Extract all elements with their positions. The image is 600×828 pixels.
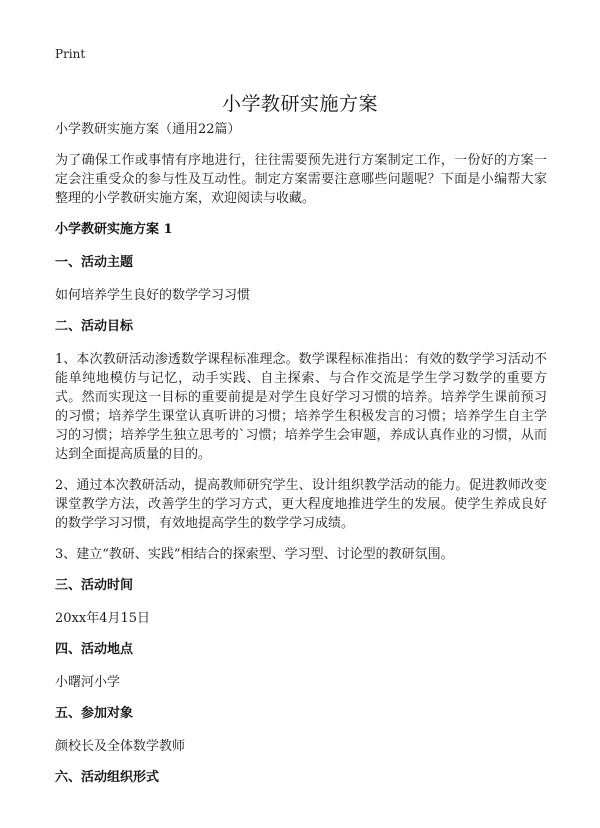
time-text: 20xx年4月15日 bbox=[55, 611, 151, 626]
intro-paragraph: 为了确保工作或事情有序地进行，往往需要预先进行方案制定工作，一份好的方案一定会注重受众的参与性及互动性。制定方案需要注意哪些问题呢？下面是小编帮大家整理的小学教研实施方案，欢迎阅读与收藏。 bbox=[55, 153, 547, 206]
section-heading-place: 四、活动地点 bbox=[55, 642, 134, 657]
theme-text: 如何培养学生良好的数学学习习惯 bbox=[55, 288, 251, 303]
print-label[interactable]: Print bbox=[55, 47, 86, 61]
place-text: 小曙河小学 bbox=[55, 675, 121, 690]
plan-heading: 小学教研实施方案 1 bbox=[55, 222, 173, 237]
section-heading-form: 六、活动组织形式 bbox=[55, 770, 160, 785]
document-title: 小学教研实施方案 bbox=[221, 92, 378, 115]
section-heading-goals: 二、活动目标 bbox=[55, 319, 134, 334]
document-body bbox=[55, 120, 547, 801]
goal-paragraph-3: 3、建立“教研、实践”相结合的探索型、学习型、讨论型的教研氛围。 bbox=[55, 547, 454, 562]
goal-paragraph-2: 2、通过本次教研活动，提高教师研究学生、设计组织教学活动的能力。促进教师改变课堂教学方法，改善学生的学习方式，更大程度地推进学生的发展。使学生养成良好的数学学习习惯，有效地提高学生的数学学习成绩。 bbox=[55, 478, 547, 531]
section-heading-theme: 一、活动主题 bbox=[55, 255, 134, 270]
section-heading-time: 三、活动时间 bbox=[55, 578, 134, 593]
participants-text: 颜校长及全体数学教师 bbox=[55, 739, 186, 754]
document-subtitle: 小学教研实施方案（通用22篇） bbox=[55, 122, 241, 137]
section-heading-participants: 五、参加对象 bbox=[55, 706, 134, 721]
goal-paragraph-1: 1、本次教研活动渗透数学课程标准理念。数学课程标准指出：有效的数学学习活动不能单纯地模仿与记忆，动手实践、自主探索、与合作交流是学生学习数学的重要方式。然而实现这一目标的重要前提是对学生良好学习习惯的培养。培养学生课前预习的习惯；培养学生课堂认真听讲的习惯；培养学生积极发言的习惯；培养学生自主学习的习惯；培养学生独立思考的`习惯；培养学生会审题，养成认真作业的习惯，从而达到全面提高质量的目的。 bbox=[55, 352, 547, 462]
